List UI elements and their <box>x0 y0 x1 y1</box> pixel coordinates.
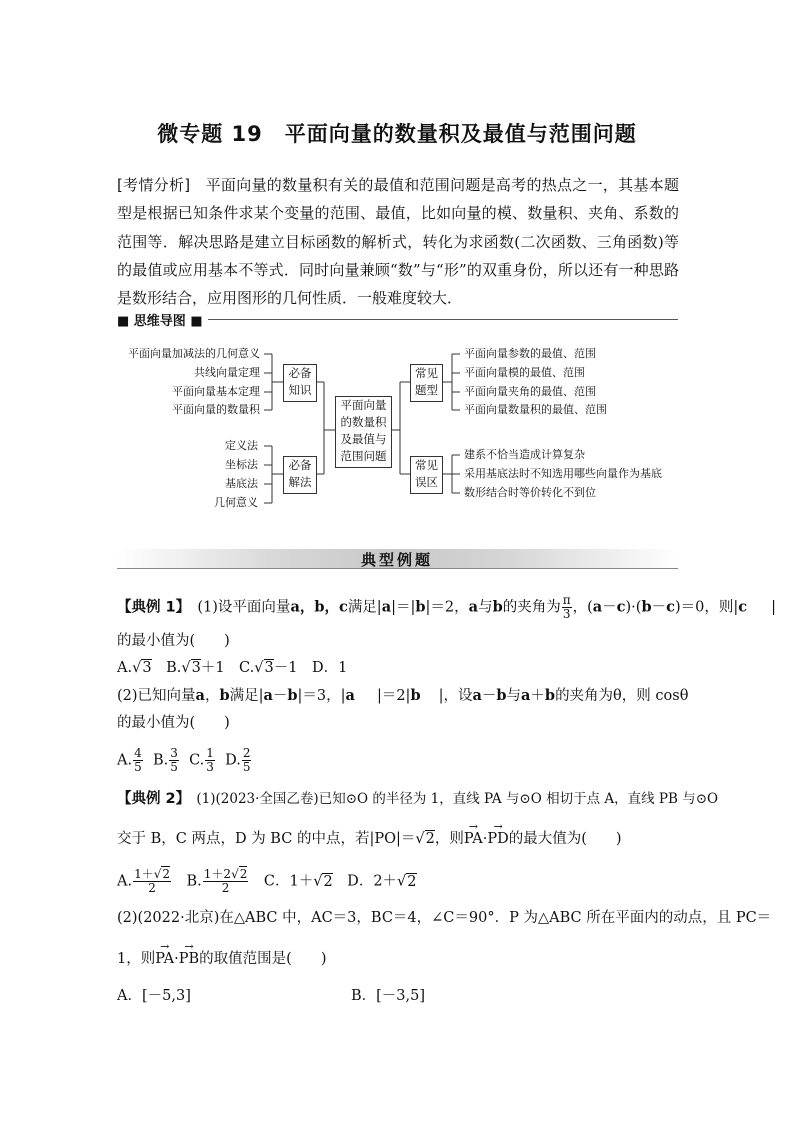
vec: a <box>345 687 355 704</box>
text: | <box>771 599 776 616</box>
fraction <box>242 747 252 774</box>
frac-den: 2 <box>148 881 156 895</box>
text: |＝3，| <box>297 688 346 704</box>
text: 交于 B，C 两点，D 为 BC 的中点，若|PO|＝ <box>117 831 416 847</box>
text: 1，则 <box>117 951 156 967</box>
text: |＝2| <box>376 688 411 704</box>
frac-num: 4 <box>134 746 142 760</box>
ex1-q2-line2: 的最小值为( ) <box>117 715 230 731</box>
box-errors-line: 常见 <box>415 458 438 472</box>
box-method-line: 必备 <box>288 458 312 472</box>
text: 1＋2 <box>203 867 232 881</box>
box-know-line: 知识 <box>288 383 312 397</box>
fraction <box>133 868 171 895</box>
box-method <box>283 456 317 494</box>
vec: b <box>492 598 503 616</box>
box-method-line: 解法 <box>288 475 312 489</box>
vec: a <box>263 687 273 704</box>
text: － <box>651 599 667 616</box>
radicand: 2 <box>323 873 333 890</box>
frac-den: 5 <box>134 760 142 774</box>
frac-num: 1 <box>206 746 214 760</box>
text: 满足| <box>347 599 382 616</box>
text: － <box>602 599 617 616</box>
ex2-q2-option-b: B．[－3,5] <box>351 988 426 1004</box>
text: |，设 <box>438 688 473 704</box>
ex1-q2-line1: (2)已知向量a，b满足|a－b|＝3，|a |＝2|b |，设a－b与a＋b的夹角为θ，则 cosθ <box>117 687 689 704</box>
option-label: B. <box>151 660 182 676</box>
vector-pb: → PB <box>179 949 199 969</box>
ex2-q1-line1 <box>117 789 718 809</box>
text: · <box>482 831 488 847</box>
vec: c <box>666 598 675 616</box>
radicand: 3 <box>264 660 274 676</box>
text: (1)设平面向量 <box>182 599 291 616</box>
frac-num: 3 <box>170 746 178 760</box>
text: )＝0，则| <box>674 599 739 616</box>
text: ＋1 C. <box>200 660 255 676</box>
box-types-line: 常见 <box>415 366 438 380</box>
vec: b <box>415 598 426 616</box>
vec: b <box>544 687 556 704</box>
vector-pa: → PA <box>464 829 483 849</box>
center-line: 及最值与 <box>340 432 387 446</box>
method-item: 定义法 <box>225 439 258 452</box>
text: |＝2， <box>425 599 469 616</box>
vec: b <box>219 687 230 704</box>
fraction <box>169 747 179 774</box>
box-know-line: 必备 <box>288 366 312 380</box>
method-item: 几何意义 <box>214 496 258 509</box>
text: 的最大值为( ) <box>508 831 622 847</box>
vec: b <box>287 687 298 704</box>
error-item: 采用基底法时不知选用哪些向量作为基底 <box>464 467 662 480</box>
radicand: 2 <box>407 873 417 890</box>
ex2-label: 【典例 2】 <box>117 791 183 807</box>
know-item: 平面向量加减法的几何意义 <box>128 347 260 360</box>
frac-den: 3 <box>562 607 571 621</box>
know-item: 共线向量定理 <box>194 366 260 379</box>
fraction <box>205 747 215 774</box>
ex1-label: 【典例 1】 <box>117 599 183 616</box>
vec: a，b，c <box>290 598 348 616</box>
box-errors-line: 误区 <box>415 475 438 489</box>
radicand: 2 <box>239 867 248 881</box>
text: 的取值范围是( ) <box>199 951 327 967</box>
frac-den: 2 <box>221 881 230 895</box>
vec: a <box>472 687 482 704</box>
know-item: 平面向量基本定理 <box>172 385 260 398</box>
option-label: A. <box>117 660 133 676</box>
page-title: 微专题 19 平面向量的数量积及最值与范围问题 <box>157 122 637 146</box>
ex1-q2-options <box>117 747 252 774</box>
center-line: 平面向量 <box>340 398 387 412</box>
option-label: B. <box>152 752 169 769</box>
radicand: 2 <box>425 831 435 847</box>
text: |＝| <box>391 599 416 616</box>
box-types-line: 题型 <box>415 383 438 397</box>
box-know <box>283 364 317 402</box>
vector-pa: → PA <box>155 949 174 969</box>
text: 的夹角为θ，则 cosθ <box>555 688 689 704</box>
ex1-q1-options: A.√3 B.√3＋1 C.√3－1 D．1 <box>117 660 348 676</box>
type-item: 平面向量参数的最值、范围 <box>464 347 596 360</box>
text: ，( <box>572 599 593 616</box>
method-item: 基底法 <box>225 477 258 490</box>
frac-den: 5 <box>170 760 178 774</box>
ex1-q1-line2: 的最小值为( ) <box>117 633 230 649</box>
fraction <box>562 594 572 621</box>
option-label: C．1＋ <box>249 873 314 890</box>
text: －1 D．1 <box>273 660 348 676</box>
section-title: 典型例题 <box>360 551 433 569</box>
option-label: A. <box>117 873 133 890</box>
text: 1＋ <box>134 867 154 881</box>
vec: a <box>592 598 603 616</box>
vec: a <box>381 598 392 616</box>
vec: b <box>496 687 507 704</box>
radicand: 3 <box>191 660 201 676</box>
type-item: 平面向量数量积的最值、范围 <box>464 403 607 416</box>
type-item: 平面向量夹角的最值、范围 <box>464 385 596 398</box>
text: 与 <box>478 599 493 616</box>
text: )·( <box>625 599 642 616</box>
ex1-q1-line1 <box>117 594 776 621</box>
fraction <box>133 747 143 774</box>
frac-den: 3 <box>206 760 214 774</box>
vec: c <box>738 598 748 616</box>
analysis-text: 平面向量的数量积有关的最值和范围问题是高考的热点之一，其基本题型是根据已知条件求某个变量的范围、最值，比如向量的模、数量积、夹角、系数的范围等．解决思路是建立目标函数的解析式，转化为求函数(二次函数、三角函数)等的最值或应用基本不等式．同时向量兼顾“数”与“形”的双重身份，所以还有一种思路是数形结合，应用图形的几何性质．一般难度较大． <box>117 176 679 308</box>
ex2-q2-option-a: A．[－5,3] <box>117 988 191 1004</box>
text: 的夹角为 <box>502 599 561 616</box>
know-item: 平面向量的数量积 <box>172 403 260 416</box>
ex2-q2-line2 <box>117 949 327 969</box>
center-line: 范围问题 <box>340 449 387 463</box>
method-item: 坐标法 <box>225 458 258 471</box>
vec: b <box>410 687 421 704</box>
text: ，则 <box>434 831 464 847</box>
type-item: 平面向量模的最值、范围 <box>464 366 585 379</box>
analysis-tag: [考情分析] <box>117 176 191 194</box>
vector-pd: → PD <box>487 829 508 849</box>
option-label: B. <box>172 873 202 890</box>
ex2-q1-options: A. $\frac{1+√2}{2}$ B. $\frac{1+2√2}{2}$ C．1＋√2 D．2＋√2 <box>117 867 417 895</box>
frac-num: π <box>562 593 571 607</box>
ex2-q1-line2: 交于 B，C 两点，D 为 BC 的中点，若|PO|＝√2，则→ PA·→ PD的最大值为( ) <box>117 829 622 849</box>
text: · <box>174 951 179 967</box>
radicand: 2 <box>162 867 171 881</box>
vec: a <box>195 687 205 704</box>
frac-num: 1＋√2 <box>134 867 171 881</box>
vec: c <box>616 598 626 616</box>
center-line: 的数量积 <box>340 415 387 429</box>
text: 满足| <box>229 688 264 704</box>
fraction <box>203 868 249 895</box>
option-label: C. <box>189 752 205 769</box>
option-label: A. <box>117 752 133 769</box>
error-item: 数形结合时等价转化不到位 <box>464 486 596 499</box>
box-errors <box>410 456 443 494</box>
text: 与 <box>506 688 522 704</box>
text: (2)已知向量 <box>117 688 196 704</box>
frac-den: 5 <box>242 760 251 774</box>
ex2-q2-line1: (2)(2022·北京)在△ABC 中，AC＝3，BC＝4，∠C＝90°．P 为△ABC 所在平面内的动点，且 PC＝ <box>117 910 772 926</box>
radicand: 3 <box>142 660 152 676</box>
mindmap-heading: ■ 思维导图 ■ <box>117 314 203 329</box>
vec: b <box>641 598 652 616</box>
frac-num: 1＋2√2 <box>203 867 248 881</box>
option-label: D. <box>225 752 241 769</box>
vec: a <box>468 598 479 616</box>
frac-num: 2 <box>242 746 251 760</box>
vec: a <box>521 687 531 704</box>
text: (1)(2023·全国乙卷)已知⊙O 的半径为 1，直线 PA 与⊙O 相切于点 A，直线 PB 与⊙O <box>182 791 719 807</box>
box-center <box>335 396 392 468</box>
error-item: 建系不恰当造成计算复杂 <box>464 448 585 461</box>
box-types <box>410 364 443 402</box>
option-label: D．2＋ <box>332 873 398 890</box>
